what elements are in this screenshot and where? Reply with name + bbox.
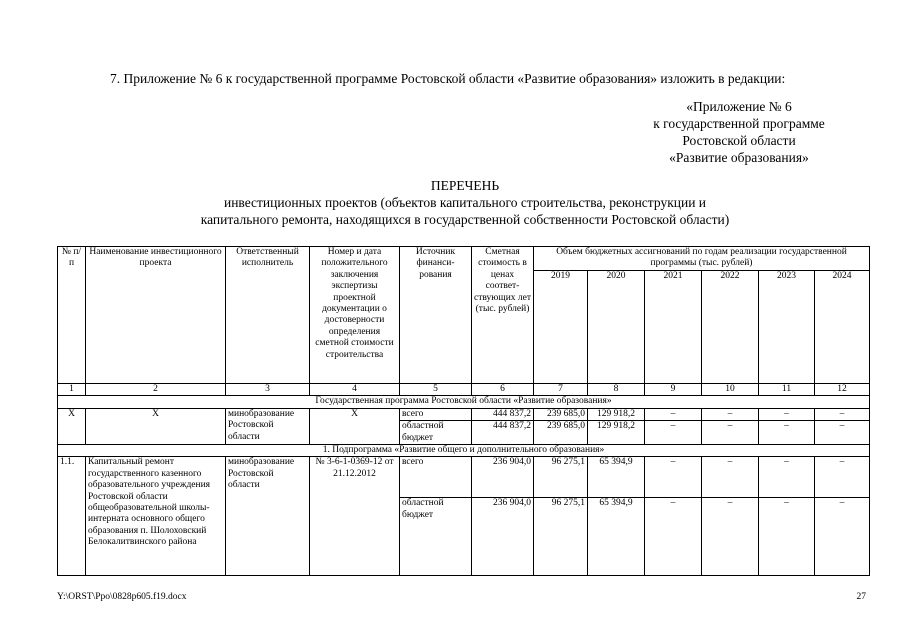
header-expertise: Номер и дата положительного заключения экспертизы проектной документации о достоверности определения сметной стоимости строительства [310, 247, 400, 384]
table-row [58, 457, 870, 498]
cell-responsible: минобразование Ростовской области [226, 408, 310, 444]
cell-2019: 239 685,0 [534, 408, 588, 420]
cell-2019: 96 275,1 [534, 457, 588, 498]
header-responsible: Ответственный исполнитель [226, 247, 310, 384]
col-number: 6 [472, 384, 534, 396]
header-num: № п/п [58, 247, 86, 384]
col-number: 4 [310, 384, 400, 396]
header-volume: Объем бюджетных ассигнований по годам реализации государственной программы (тыс. рублей) [534, 247, 870, 271]
document-title [90, 177, 840, 228]
cell-2021: – [645, 498, 702, 576]
footer-page-number: 27 [856, 592, 866, 602]
col-number: 3 [226, 384, 310, 396]
cell-2022: – [702, 457, 759, 498]
cell-cost: 444 837,2 [472, 408, 534, 420]
cell-2019: 239 685,0 [534, 421, 588, 445]
cell-num: Х [58, 408, 86, 444]
cell-source: областной бюджет [400, 498, 472, 576]
col-number: 8 [588, 384, 645, 396]
section-program-row [58, 396, 870, 408]
cell-name: Х [86, 408, 226, 444]
cell-2021: – [645, 408, 702, 420]
cell-2024: – [815, 421, 870, 445]
section-subprogram-row [58, 445, 870, 457]
col-number: 2 [86, 384, 226, 396]
col-number: 10 [702, 384, 759, 396]
cell-2020: 65 394,9 [588, 498, 645, 576]
title-line-1: ПЕРЕЧЕНЬ [430, 178, 500, 193]
cell-2021: – [645, 457, 702, 498]
col-number: 7 [534, 384, 588, 396]
cell-2023: – [759, 408, 815, 420]
cell-2023: – [759, 457, 815, 498]
header-row-1 [58, 247, 870, 271]
cell-2022: – [702, 421, 759, 445]
cell-2022: – [702, 498, 759, 576]
cell-2019: 96 275,1 [534, 498, 588, 576]
header-year-2020: 2020 [588, 271, 645, 384]
col-number: 9 [645, 384, 702, 396]
header-year-2024: 2024 [815, 271, 870, 384]
cell-source: областной бюджет [400, 421, 472, 445]
title-line-2: инвестиционных проектов (объектов капитального строительства, реконструкции и [223, 195, 707, 210]
annex-line-3: Ростовской области [682, 133, 796, 148]
table-row [58, 408, 870, 420]
cell-cost: 236 904,0 [472, 498, 534, 576]
cell-2023: – [759, 421, 815, 445]
col-number: 11 [759, 384, 815, 396]
cell-2022: – [702, 408, 759, 420]
section-subprogram-title: 1. Подпрограмма «Развитие общего и дополнительного образования» [58, 445, 870, 457]
annex-line-4: «Развитие образования» [669, 150, 809, 165]
col-number: 12 [815, 384, 870, 396]
cell-responsible: минобразование Ростовской области [226, 457, 310, 576]
cell-source: всего [400, 457, 472, 498]
cell-expertise: Х [310, 408, 400, 444]
cell-2020: 65 394,9 [588, 457, 645, 498]
title-line-3: капитального ремонта, находящихся в государственной собственности Ростовской области) [200, 212, 730, 227]
header-source: Источник финанси-рования [400, 247, 472, 384]
col-number: 5 [400, 384, 472, 396]
cell-2024: – [815, 408, 870, 420]
cell-2020: 129 918,2 [588, 408, 645, 420]
column-number-row [58, 384, 870, 396]
cell-expertise: № 3-6-1-0369-12 от 21.12.2012 [310, 457, 400, 576]
header-year-2022: 2022 [702, 271, 759, 384]
annex-line-2: к государственной программе [653, 116, 825, 131]
cell-2024: – [815, 498, 870, 576]
header-year-2021: 2021 [645, 271, 702, 384]
cell-2024: – [815, 457, 870, 498]
header-year-2019: 2019 [534, 271, 588, 384]
col-number: 1 [58, 384, 86, 396]
cell-2021: – [645, 421, 702, 445]
intro-paragraph: 7. Приложение № 6 к государственной программе Ростовской области «Развитие образования» изложить в редакции: [110, 71, 786, 86]
annex-heading [600, 98, 878, 166]
header-name: Наименование инвестиционного проекта [86, 247, 226, 384]
cell-num: 1.1. [58, 457, 86, 576]
cell-source: всего [400, 408, 472, 420]
investment-projects-table [57, 246, 870, 576]
cell-cost: 236 904,0 [472, 457, 534, 498]
section-program-title: Государственная программа Ростовской области «Развитие образования» [58, 396, 870, 408]
cell-name: Капитальный ремонт государственного казенного образовательного учреждения Ростовской области общеобразовательной школы-интерната основного общего образования п. Шолоховский Белокалитвинского района [86, 457, 226, 576]
header-cost: Сметная стоимость в ценах соответ-ствующих лет (тыс. рублей) [472, 247, 534, 384]
header-year-2023: 2023 [759, 271, 815, 384]
footer-file-path: Y:\ORST\Ppo\0828p605.f19.docx [57, 592, 187, 602]
cell-2023: – [759, 498, 815, 576]
cell-2020: 129 918,2 [588, 421, 645, 445]
cell-cost: 444 837,2 [472, 421, 534, 445]
annex-line-1: «Приложение № 6 [686, 99, 792, 114]
